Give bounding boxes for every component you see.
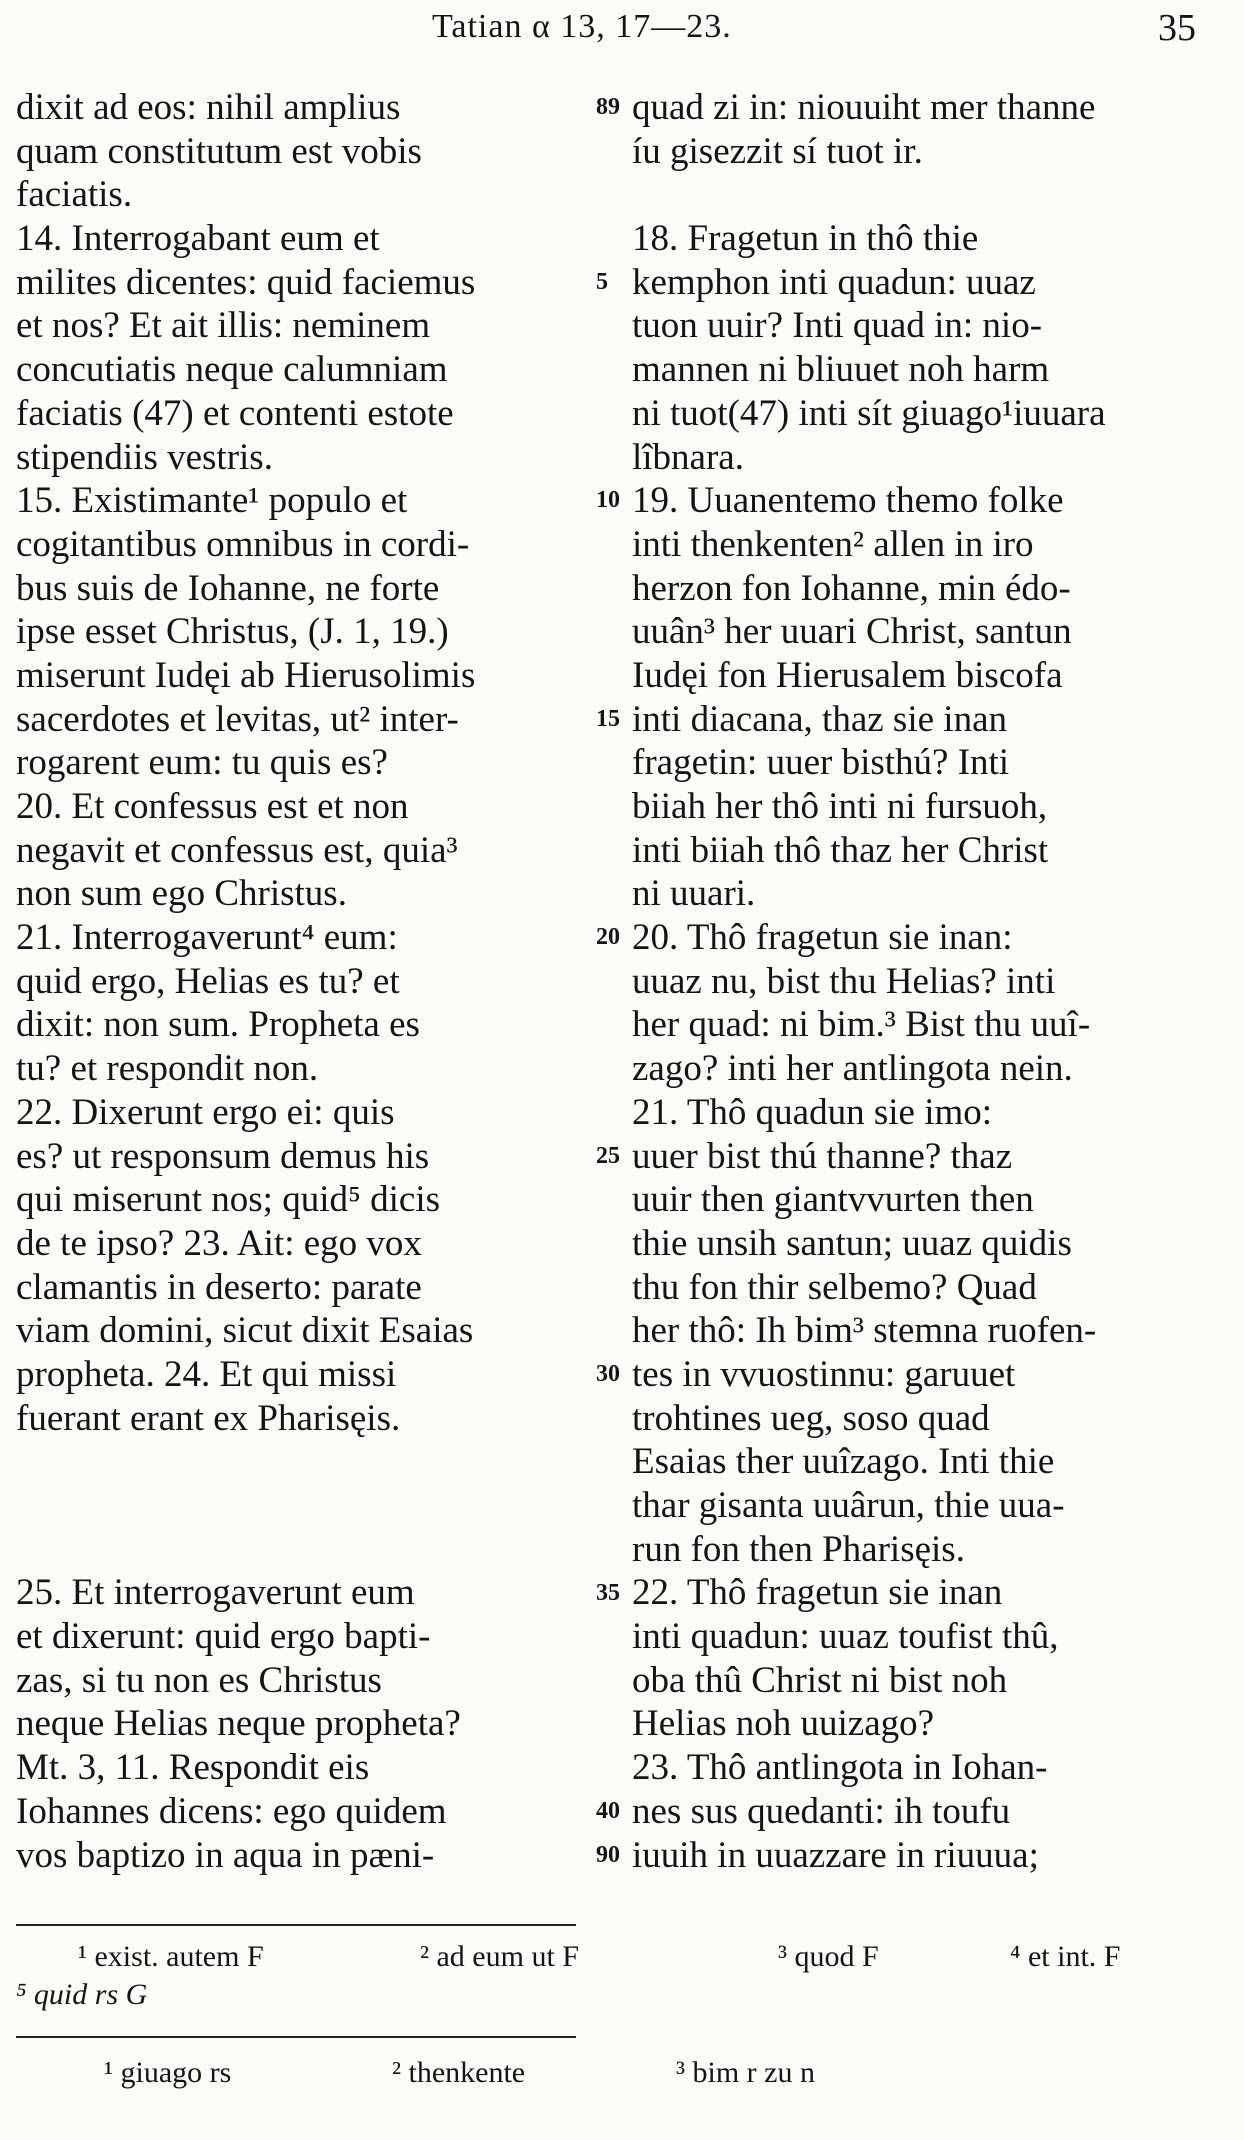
german-text-line: uuer bist thú thanne? thaz <box>632 1135 1013 1177</box>
latin-text-line: cogitantibus omnibus in cordi- <box>16 523 470 565</box>
footnote-divider-latin <box>16 1924 576 1926</box>
latin-text-line: 14. Interrogabant eum et <box>16 218 380 260</box>
latin-column <box>16 86 592 1877</box>
latin-text-line: tu? et respondit non. <box>16 1048 319 1090</box>
latin-text-line: propheta. 24. Et qui missi <box>16 1353 397 1395</box>
footnote: ¹ giuago rs <box>104 2056 232 2089</box>
line-number: 90 <box>596 1842 620 1868</box>
latin-text-line: Mt. 3, 11. Respondit eis <box>16 1747 370 1789</box>
latin-text-line <box>16 1528 592 1572</box>
latin-text-line: miserunt Iudęi ab Hierusolimis <box>16 654 476 696</box>
german-text-line: tuon uuir? Inti quad in: nio- <box>632 305 1043 347</box>
german-text-line: Iudęi fon Hierusalem biscofa <box>632 654 1063 696</box>
german-text-line: biiah her thô inti ni fursuoh, <box>632 786 1048 827</box>
latin-text-line: 22. Dixerunt ergo ei: quis <box>16 1091 395 1133</box>
german-text-line: uuaz nu, bist thu Helias? inti <box>632 960 1056 1002</box>
german-text-line: nes sus quedanti: ih toufu <box>632 1790 1011 1832</box>
latin-text-line: sacerdotes et levitas, ut² inter- <box>16 698 459 740</box>
latin-text-line: et nos? Et ait illis: neminem <box>16 305 431 347</box>
latin-text-line: concutiatis neque calumniam <box>16 349 448 391</box>
latin-text-line <box>16 1484 592 1528</box>
latin-text-line: neque Helias neque propheta? <box>16 1703 461 1745</box>
line-number: 89 <box>596 94 620 120</box>
line-number: 15 <box>596 705 620 732</box>
latin-text-line <box>16 1440 592 1484</box>
german-text-line: inti diacana, thaz sie inan <box>632 698 1007 740</box>
latin-text-line: es? ut responsum demus his <box>16 1135 430 1177</box>
german-text-line: quad zi in: niouuiht mer thanne <box>632 87 1096 128</box>
german-text-line: ni tuot(47) inti sít giuago¹iuuara <box>632 392 1106 434</box>
german-text-line: her quad: ni bim.³ Bist thu uuî- <box>632 1004 1091 1046</box>
latin-text-line: faciatis. <box>16 174 133 216</box>
footnote: ³ quod F <box>778 1940 879 1973</box>
footnote: ² ad eum ut F <box>420 1940 579 1973</box>
german-text-line: oba thû Christ ni bist noh <box>632 1659 1008 1701</box>
german-text-line: kemphon inti quadun: uuaz <box>632 261 1036 303</box>
latin-text-line: viam domini, sicut dixit Esaias <box>16 1310 474 1352</box>
german-text-line: her thô: Ih bim³ stemna ruofen- <box>632 1310 1097 1352</box>
german-text-line: tes in vvuostinnu: garuuet <box>632 1353 1016 1395</box>
german-text-line: 22. Thô fragetun sie inan <box>632 1572 1003 1614</box>
latin-text-line: et dixerunt: quid ergo bapti- <box>16 1616 431 1658</box>
footnote: ² thenkente <box>392 2056 526 2089</box>
german-text-line <box>632 173 1216 217</box>
german-text-line: lîbnara. <box>632 436 744 478</box>
german-text-line: 21. Thô quadun sie imo: <box>632 1091 993 1133</box>
german-text-line: 20. Thô fragetun sie inan: <box>632 917 1013 959</box>
latin-text-line: quid ergo, Helias es tu? et <box>16 960 400 1002</box>
latin-text-line: quam constitutum est vobis <box>16 130 422 172</box>
latin-text-line: fuerant erant ex Pharisęis. <box>16 1397 401 1439</box>
line-number: 35 <box>596 1579 620 1606</box>
line-number: 5 <box>596 268 608 295</box>
latin-text-line: 21. Interrogaverunt⁴ eum: <box>16 917 398 959</box>
latin-text-line: dixit: non sum. Propheta es <box>16 1004 420 1046</box>
latin-text-line: negavit et confessus est, quia³ <box>16 829 458 871</box>
page-header <box>0 4 1244 54</box>
running-title: Tatian α 13, 17—23. <box>432 8 732 45</box>
latin-text-line: milites dicentes: quid faciemus <box>16 261 476 303</box>
latin-text-line: bus suis de Iohanne, ne forte <box>16 567 440 609</box>
latin-text-line: Iohannes dicens: ego quidem <box>16 1790 447 1832</box>
latin-text-line: 15. Existimante¹ populo et <box>16 480 408 522</box>
line-number: 25 <box>596 1142 620 1169</box>
german-text-line: 19. Uuanentemo themo folke <box>632 480 1064 522</box>
german-text-line: uuân³ her uuari Christ, santun <box>632 611 1072 653</box>
latin-text-line: 20. Et confessus est et non <box>16 786 409 827</box>
line-number: 20 <box>596 924 620 951</box>
german-text-line: trohtines ueg, soso quad <box>632 1397 990 1439</box>
german-text-line: herzon fon Iohanne, min édo- <box>632 567 1071 609</box>
german-text-line: fragetin: uuer bisthú? Inti <box>632 742 1010 784</box>
german-text-line: inti quadun: uuaz toufist thû, <box>632 1616 1059 1658</box>
footnote: ¹ exist. autem F <box>78 1940 264 1973</box>
german-text-line: uuir then giantvvurten then <box>632 1179 1034 1221</box>
german-text-line: thu fon thir selbemo? Quad <box>632 1266 1037 1308</box>
latin-text-line: vos baptizo in aqua in pæni- <box>16 1834 435 1876</box>
german-text-line: iuuih in uuazzare in riuuua; <box>632 1834 1039 1876</box>
german-text-line: thie unsih santun; uuaz quidis <box>632 1222 1072 1264</box>
german-text-line: íu gisezzit sí tuot ir. <box>632 130 923 172</box>
latin-text-line: dixit ad eos: nihil amplius <box>16 87 401 128</box>
german-text-line: 18. Fragetun in thô thie <box>632 218 979 260</box>
old-high-german-column <box>632 86 1216 1877</box>
german-text-line: inti biiah thô thaz her Christ <box>632 829 1049 871</box>
german-text-line: ni uuari. <box>632 873 756 915</box>
footnote: ⁵ quid rs G <box>16 1978 148 2011</box>
latin-text-line: 25. Et interrogaverunt eum <box>16 1572 415 1614</box>
latin-text-line: non sum ego Christus. <box>16 873 347 915</box>
latin-text-line: qui miserunt nos; quid⁵ dicis <box>16 1179 441 1221</box>
german-text-line: inti thenkenten² allen in iro <box>632 523 1034 565</box>
latin-text-line: clamantis in deserto: parate <box>16 1266 422 1308</box>
latin-text-line: rogarent eum: tu quis es? <box>16 742 388 784</box>
german-text-line: mannen ni bliuuet noh harm <box>632 349 1050 391</box>
latin-text-line: faciatis (47) et contenti estote <box>16 392 454 434</box>
latin-text-line: zas, si tu non es Christus <box>16 1659 382 1701</box>
footnote: ⁴ et int. F <box>1010 1940 1121 1973</box>
german-text-line: Esaias ther uuîzago. Inti thie <box>632 1441 1055 1483</box>
german-text-line: 23. Thô antlingota in Iohan- <box>632 1747 1048 1789</box>
footnote: ³ bim r zu n <box>676 2056 815 2089</box>
latin-text-line: de te ipso? 23. Ait: ego vox <box>16 1222 422 1264</box>
german-text-line: Helias noh uuizago? <box>632 1703 935 1745</box>
page-number: 35 <box>1158 7 1196 49</box>
german-text-line: zago? inti her antlingota nein. <box>632 1048 1073 1090</box>
german-text-line: thar gisanta uuârun, thie uua- <box>632 1485 1065 1526</box>
line-number: 10 <box>596 487 620 514</box>
latin-text-line: stipendiis vestris. <box>16 436 273 478</box>
line-number: 40 <box>596 1798 620 1825</box>
latin-text-line: ipse esset Christus, (J. 1, 19.) <box>16 611 449 653</box>
footnote-divider-german <box>16 2036 576 2038</box>
line-number: 30 <box>596 1361 620 1388</box>
german-text-line: run fon then Pharisęis. <box>632 1528 965 1570</box>
